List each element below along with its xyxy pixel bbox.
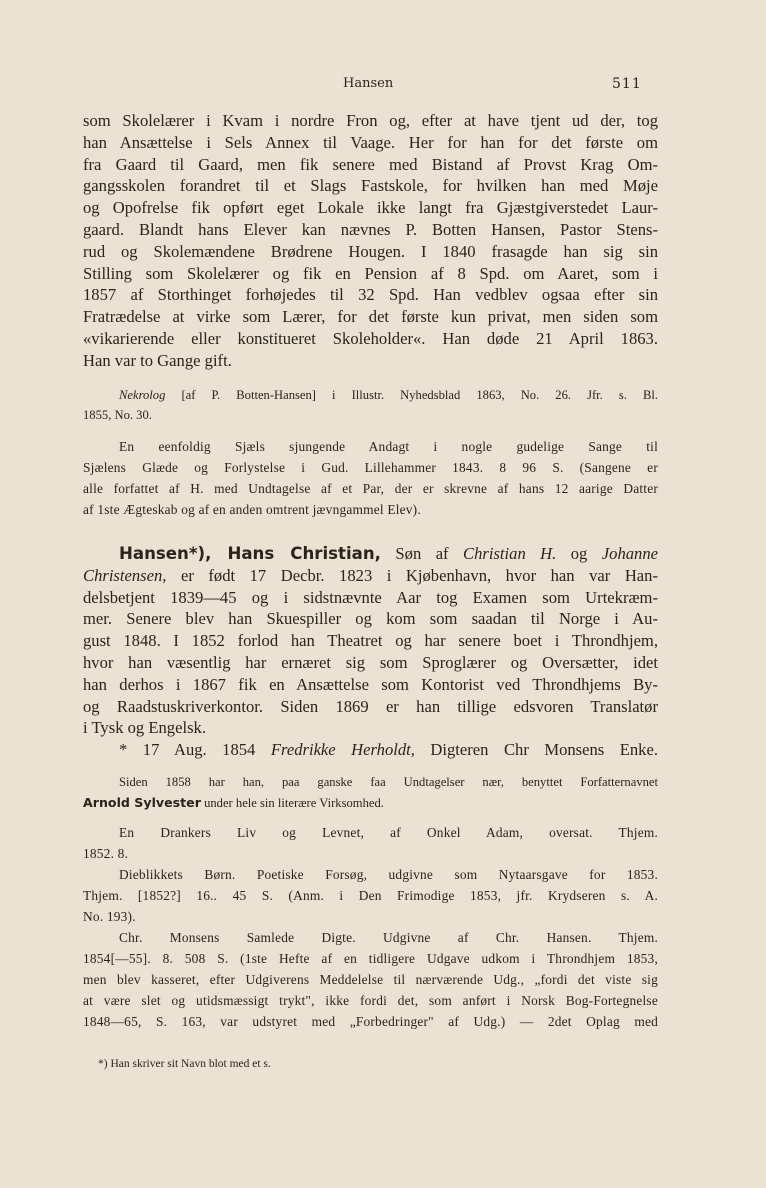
pseudonym-name: Arnold Sylvester [83, 794, 201, 810]
page-number: 511 [612, 76, 642, 92]
bibliography-line: alle forfattet af H. med Undtagelse af et Par, der er skrevne af hans 12 aarige Datter [83, 481, 658, 496]
text-line: fra Gaard til Gaard, men fik senere med Bistand af Provst Krag Om- [83, 154, 658, 174]
text-line: i Tysk og Engelsk. [83, 718, 206, 738]
text-line: delsbetjent 1839—45 og i sidstnævnte Aar tog Examen som Urtekræm- [83, 587, 658, 607]
text-line: og Raadstuskriverkontor. Siden 1869 er han tillige edsvoren Translatør [83, 696, 658, 716]
bibliography-line: Sjælens Glæde og Forlystelse i Gud. Lillehammer 1843. 8 96 S. (Sangene er [83, 460, 658, 475]
bibliography-line: En Drankers Liv og Levnet, af Onkel Adam, oversat. Thjem. [119, 825, 658, 840]
text-line: gust 1848. I 1852 forlod han Theatret og har senere boet i Throndhjem, [83, 631, 658, 651]
bibliography-line: men blev kasseret, efter Udgiverens Meddelelse til nærværende Udg., „fordi det viste sig [83, 972, 658, 987]
text-line: gangsskolen forandret til et Slags Fastskole, for hvilken han med Møje [83, 176, 658, 196]
text-line: hvor han væsentlig har ernæret sig som Sproglærer og Oversætter, idet [83, 652, 658, 672]
text-line: han Ansættelse i Sels Annex til Vaage. Her for han for det første om [83, 132, 658, 152]
text-line: gaard. Blandt hans Elever kan nævnes P. Botten Hansen, Pastor Stens- [83, 219, 658, 239]
bibliography-line: En eenfoldig Sjæls sjungende Andagt i nogle gudelige Sange til [119, 439, 658, 454]
wife-name: Fredrikke Herholdt, [270, 740, 415, 760]
text-line: mer. Senere blev han Skuespiller og kom som saadan til Norge i Au- [83, 609, 658, 629]
text-line: og Opofrelse fik opført eget Lokale ikke langt fra Gjæstgiverstedet Laur- [83, 198, 658, 218]
text-line: Stilling som Skolelærer og fik en Pension af 8 Spd. om Aaret, som i [83, 263, 658, 283]
text-line: rud og Skolemændene Brødrene Hougen. I 1840 frasagde han sig sin [83, 241, 658, 261]
running-header [0, 76, 766, 94]
bibliography-line: at være slet og utidsmæssigt trykt", ikke fordi det, som anført i Norsk Bog-Fortegnelse [83, 993, 658, 1008]
nekrolog-line2: 1855, No. 30. [83, 407, 152, 422]
text-line: «vikarierende eller konstitueret Skoleholder«. Han døde 21 April 1863. [83, 328, 658, 348]
nekrolog-citation: [af P. Botten-Hansen] i Illustr. Nyhedsblad 1863, No. 26. Jfr. s. Bl. [181, 388, 658, 402]
text-fragment: og [556, 544, 602, 563]
entry1-works [83, 436, 658, 520]
entry2-paragraph [83, 543, 658, 761]
mother-last-name: Christensen, [83, 565, 167, 585]
footnote: *) Han skriver sit Navn blot med et s. [98, 1058, 271, 1070]
mother-first-name: Johanne [601, 544, 658, 563]
text-line: 1857 af Storthinget forhøjedes til 32 Spd. Han vedblev ogsaa efter sin [83, 285, 658, 305]
text-line: som Skolelærer i Kvam i nordre Fron og, efter at have tjent ud der, tog [83, 111, 658, 130]
bibliography-line: No. 193). [83, 909, 136, 924]
entry2-works [83, 822, 658, 1032]
bibliography-line: 1852. 8. [83, 846, 129, 861]
text-fragment: er født 17 Decbr. 1823 i Kjøbenhavn, hvor han var Han- [166, 565, 658, 585]
entry1-paragraph [83, 110, 658, 372]
bibliography-line: 1854[—55]. 8. 508 S. (1ste Hefte af en tidligere Udgave udkom i Throndhjem 1853, [83, 951, 658, 966]
marriage-line [83, 739, 658, 761]
text-fragment: under hele sin literære Virksomhed. [200, 795, 384, 810]
nekrolog-reference [83, 386, 658, 425]
text-line: han derhos i 1867 fik en Ansættelse som Kontorist ved Throndhjems By- [83, 674, 658, 694]
bibliography-line: 1848—65, S. 163, var udstyret med „Forbedringer" af Udg.) — 2det Oplag med [83, 1014, 658, 1029]
text-fragment: Digteren Chr Monsens Enke. [414, 740, 658, 760]
bibliography-line: af 1ste Ægteskab og af en anden omtrent jævngammel Elev). [83, 502, 421, 517]
text-fragment: * 17 Aug. 1854 [119, 740, 271, 760]
bibliography-line: Chr. Monsens Samlede Digte. Udgivne af Chr. Hansen. Thjem. [119, 930, 658, 945]
text-line: Han var to Gange gift. [83, 350, 232, 370]
entry-heading: Hansen*), Hans Christian, [119, 544, 381, 563]
nekrolog-label: Nekrolog [119, 388, 166, 402]
pseudonym-line: Siden 1858 har han, paa ganske faa Undtagelser nær, benyttet Forfatternavnet [119, 775, 658, 789]
text-fragment: Søn af [381, 544, 464, 563]
running-title: Hansen [343, 76, 394, 91]
pseudonym-note [83, 773, 658, 812]
father-name: Christian H. [463, 544, 557, 563]
bibliography-line: Thjem. [1852?] 16.. 45 S. (Anm. i Den Frimodige 1853, jfr. Krydseren s. A. [83, 888, 658, 903]
bibliography-line: Dieblikkets Børn. Poetiske Forsøg, udgivne som Nytaarsgave for 1853. [119, 867, 658, 882]
text-line: Fratrædelse at virke som Lærer, for det første kun privat, men siden som [83, 307, 658, 327]
